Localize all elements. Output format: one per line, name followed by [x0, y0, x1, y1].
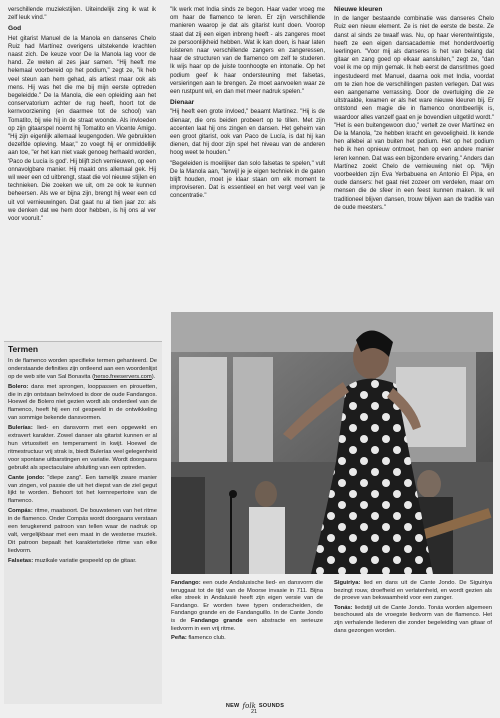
term-definition: liedstijl uit de Cante Jondo. Tonás worden algemeen beschouwd als de vroegste liedvorm van de flamenco. Het zijn verhalende liederen die zonder begeleiding van gitaar of dans gezongen worden. — [334, 604, 492, 634]
term-name: Bolero: — [8, 383, 29, 390]
column-2-paragraph-3: "Begeleiden is moeilijker dan solo falsetas te spelen," vult De la Manola aan, "terwijl je je eigen techniek in de gaten blijft houden, moet je klaar staan om elk moment te improviseren. Dat is essentieel en het vergt veel van je concentratie." — [170, 160, 325, 200]
column-3-body: In de langer bestaande combinatie was danseres Chelo Ruiz een nieuw element. Ze is niet de eerste de beste. Ze danst al sinds ze twaalf was. Nu, op haar vierentwintigste, heeft ze een eigen dansacademie met honderdvoertig leerlingen. "Voor mij als danseres is het van belang dat gitaar en zang goed op elkaar aansluiten," zegt ze, "dan voel ik me op mijn gemak. Ik heb eerst de dansritmes goed ingestudeerd met Manuel, daarna ook met India, voordat om te zien hoe de verschillingen pasten verlegen. Dat was een aangename verrassing. Door de overtuiging die ze uitstraalde, kwamen er als het ware nieuwe kleuren bij. Er ontstond een magie die in flamenco onontbeerlijk is, waardoor alles vanzelf gaat en je bovendien uitgetild wordt." "Het is een buitengewoon duo," vertelt ze over Martínez en De la Manola, "ze hebben kracht en gevoeligheid. Ik kende hen allebei al van buiten het podium. Het op het podium heb ik hen opnieuw ontmoet, hen op een andere manier leren kennen. Dat was een bijzondere ervaring." Anders dan Martínez zoekt Chelo de vernieuwing niet op. "Mijn voorbeelden zijn Eva Yerbabuena en Antonio El Pipa, en oude dansers: het gaat niet zozeer om verdelen, maar om mensen die de sfeer in een feest kunnen maken. Ik wil traditioneel blijven dansen, trouw blijven aan de traditie van de oude meesters." — [334, 16, 494, 211]
term-name: Tonás: — [334, 604, 353, 611]
terms-continued-left — [171, 580, 323, 643]
column-1-intro: verschillende muziekstijlen. Uiteindelijk zing ik wat ik zelf leuk vind." — [8, 7, 156, 22]
term-entry — [8, 558, 157, 566]
page-number: 21 — [251, 709, 258, 715]
flamenco-dancer-photo — [171, 312, 493, 574]
term-definition: ritme, maatsoort. De bouwstenen van het ritme in de flamenco. Onder Compás wordt doorgaans verstaan een terugkerend patroon van tellen waar de nadruk op valt, vergelijkbaar met een maat in de westerse muziek. Dit patroon bepaalt het karakteristieke ritme van elke liedvorm. — [8, 508, 157, 554]
footer-logo-sounds: SOUNDS — [258, 703, 285, 709]
footer-logo-folk: folk — [242, 702, 256, 710]
photo-illustration — [171, 312, 493, 574]
terms-intro-text: In de flamenco worden specifieke termen gehanteerd. De onderstaande definities zijn ontleend aan een woordenlijst op de web site van Sal Bonavita ( — [8, 357, 157, 380]
term-name: Siguiriya: — [334, 580, 361, 586]
term-name: Falsetas: — [8, 557, 34, 564]
subheading-god: God — [8, 25, 22, 33]
term-definition: lied en dans uit de Cante Jondo. De Siguiriya bezingt rouw, droefheid en verlatenheid, en wordt gezien als de proeve van bekwaamheid voor een zanger. — [334, 580, 492, 602]
term-definition: muzikale variatie gespeeld op de gitaar. — [33, 557, 137, 564]
term-name: Bulerías: — [8, 425, 33, 432]
term-entry — [334, 580, 492, 603]
article-column-2 — [170, 6, 325, 203]
column-2-paragraph-2: "Hij heeft een grote invloed," beaamt Martínez. "Hij is de dienaar, die ons beiden probeert op te tillen. Met zijn accenten laat hij ons zingen en dansen. Het geheim van een groot gitarist, ook van Paco de Lucía, is dat hij kan dienen, dat hij door zijn spel het niveau van de anderen hoog weet te houden." — [170, 109, 325, 157]
term-entry — [8, 384, 157, 424]
column-2-paragraph-1: "Ik werk met India sinds ze begon. Haar vader vroeg me om haar de flamenco te leren. Er zijn verschillende manieren waarop je dat als gitarist kunt doen. Voorop staat dat zij een eigen inbreng heeft - als zangeres moet ze persoonlijkheid hebben. Wat ik kan doen, is haar laten luisteren naar verschillende zangers en zangeressen, haar de structuren van de flamenco om zelf te studeren. Ik wijs haar op de juiste toonhoogte en intonatie. Op het podium geef ik haar ondersteuning met falsetas, versieringen aan te brengen. Ze moet aanvoelen waar ze een rustpunt wil, en dan met meer nadruk spelen." — [170, 7, 325, 96]
term-definition: dans met sprongen, looppassen en pirouetten, die in zijn ontstaan beïnvloed is door de oude Fandangos. Hoewel de Bolero niet gezien wordt als onderdeel van de flamenco, heeft hij een rol gespeeld in de ontwikkeling van sommige bekende dansvormen. — [8, 383, 157, 422]
term-name: Peña: — [171, 635, 187, 642]
terms-title: Termen — [8, 344, 39, 354]
term-entry — [171, 635, 323, 643]
terms-source-link[interactable]: herso.freeservers.com — [94, 373, 152, 380]
footer-logo-new: NEW — [225, 703, 240, 709]
magazine-footer — [210, 700, 300, 715]
column-1-body: Het gitarist Manuel de la Manola en danseres Chelo Ruiz had Martínez overigens uitstekende krachten naast zich. De keuze voor De la Manola lag voor de hand. Ze weten al zes jaar samen. "Hij heeft me helemaal voorbereid op het podium," zegt ze, "ik heb veel steun aan hem gehad, als artiest maar ook als mens. Hij was het die me bij mijn eerste optreden begeleidde." De la Manola, die een opleiding aan het conservatorium achter de rug heeft, hoort tot de kernvoorziening (en daarmee tot de school) van Tomatito, bij wie hij in de straat woonde. Als invloeden op zijn gitaarspel noemt hij Tomatito en Vicente Amigo. "Hij zijn eigenlijk allemaal leugengoden. We gebruikten dezelfde opleving. Maar," zo voegt hij er onmiddellijk aan toe, "er het kan niet vaak genoeg herhaald worden, 'Paco de Lucía is god'. Hij blijft zich vernieuwen, op een onnavolgbare manier. Hij maakt ons allemaal gek. Hij wil weer een cd uitbrengt, staat die vol nieuwe stijlen en technieken. Die zoeken we uit, om ze ook te kunnen beheersen. Als we er bijna zijn, brengt hij weer een cd uit vol vernieuwingen. Dat gaat nu al tien jaar zo: als we denken dat we hem door hebben, is hij ons al ver voor vooruit." — [8, 35, 156, 223]
terms-sidebar — [4, 341, 162, 704]
term-definition: flamenco club. — [186, 635, 226, 642]
term-definition: "diepe zang". Een tamelijk zware manier van zingen, vol passie die uit het diepst van de ziel gegut lijkt te worden. Behoort tot het kernrepertoire van de flamenco. — [8, 474, 157, 505]
terms-intro — [8, 358, 157, 382]
term-name: Cante jondo: — [8, 474, 45, 481]
article-column-1 — [8, 6, 156, 225]
subheading-dienaar: Dienaar — [170, 99, 195, 107]
term-entry — [8, 475, 157, 507]
terms-sidebar-content — [8, 342, 157, 568]
term-name: Fandango grande — [190, 617, 243, 624]
term-name: Compás: — [8, 508, 33, 515]
article-column-3 — [334, 6, 494, 214]
subheading-nieuwe-kleuren: Nieuwe kleuren — [334, 6, 383, 13]
terms-continued-right — [334, 580, 492, 635]
term-definition: een oude Andalusische lied- en dansvorm die teruggaat tot de tijd van de Moorse invasie in 711. Bijna elke streek in Andalusië heeft zijn eigen versie van de Fandango. Er worden twee typen onderscheiden, de Fandango grande en de Fandanguillo. In de Cante Jondo is de — [171, 580, 323, 624]
term-definition: lied- en dansvorm met een opgewekt en extravert karakter. Zowel danser als gitarist kunnen er al hun virtuositeit en temperament in kwijt. Hoewel de ritmestructuur vrij strak is, biedt Bulerías veel gelegenheid voor spontane uitbarstingen en variatie. Wordt doorgaans gebruikt als spectaculaire afsluiting van een optreden. — [8, 425, 157, 471]
term-entry — [334, 605, 492, 635]
term-entry — [8, 508, 157, 555]
term-name: Fandango: — [171, 580, 201, 586]
term-entry — [8, 425, 157, 472]
term-definition: een abstracte en serieuze liedvorm in een vrij ritme. — [171, 617, 323, 632]
term-entry — [171, 580, 323, 633]
terms-intro-end: ). — [151, 373, 156, 380]
